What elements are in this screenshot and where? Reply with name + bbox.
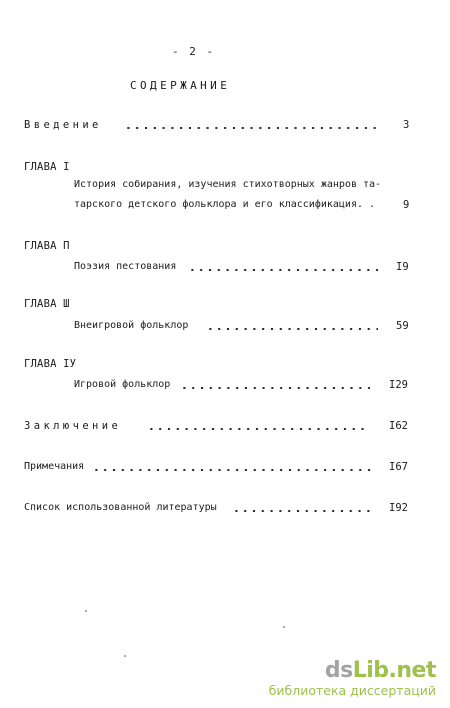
leader-dots xyxy=(232,510,372,512)
chapter-label: ГЛАВА Ш xyxy=(24,298,70,310)
leader-dots xyxy=(206,328,378,330)
chapter-title: Поэзия пестования xyxy=(74,261,177,272)
watermark-subtitle: библиотека диссертаций xyxy=(268,683,436,698)
toc-page-number: I62 xyxy=(389,420,408,432)
toc-entry-label: Введение xyxy=(24,119,102,131)
leader-dots xyxy=(92,469,372,471)
toc-page-number: 59 xyxy=(396,320,409,332)
chapter-title: Игровой фольклор xyxy=(74,379,171,390)
page-number: - 2 - xyxy=(172,45,216,58)
chapter-label: ГЛАВА I xyxy=(24,161,70,173)
chapter-title: Внеигровой фольклор xyxy=(74,320,189,331)
leader-dots xyxy=(147,428,370,430)
toc-page-number: 3 xyxy=(403,119,410,131)
leader-dots xyxy=(188,269,378,271)
toc-page-number: I67 xyxy=(389,461,408,473)
leader-dots xyxy=(180,387,370,389)
leader-dots xyxy=(124,127,378,129)
site-watermark xyxy=(269,660,436,698)
chapter-title-line-1: История собирания, изучения стихотворных жанров та- xyxy=(74,179,382,190)
toc-page-number: I9 xyxy=(396,261,409,273)
chapter-label: ГЛАВА IУ xyxy=(24,358,77,370)
chapter-title-line-2: тарского детского фольклора и его классификация. . xyxy=(74,199,376,210)
chapter-label: ГЛАВА П xyxy=(24,240,70,252)
toc-page-number: I92 xyxy=(389,502,408,514)
toc-entry-label: Список использованной литературы xyxy=(24,502,217,513)
toc-entry-label: Заключение xyxy=(24,420,122,432)
toc-page-number: I29 xyxy=(389,379,408,391)
toc-heading: СОДЕРЖАНИЕ xyxy=(130,79,231,92)
watermark-logo: dsLib.net xyxy=(324,658,436,683)
toc-entry-label: Примечания xyxy=(24,461,85,472)
toc-page-number: 9 xyxy=(403,199,410,211)
